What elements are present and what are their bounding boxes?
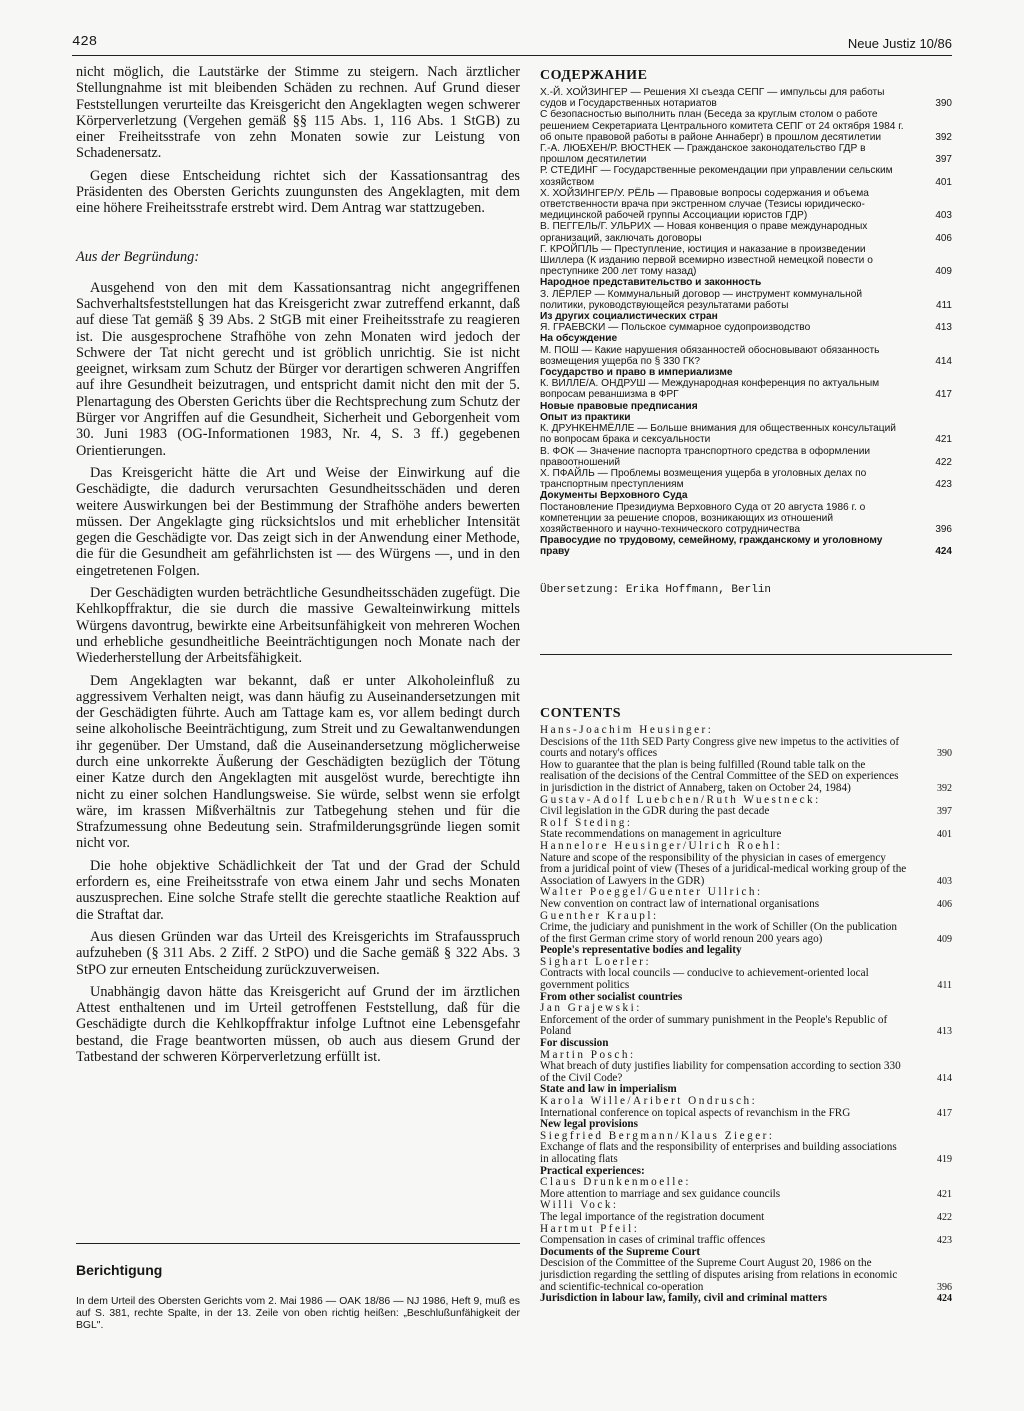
toc-page-number: 424 (935, 546, 952, 558)
toc-author: Hartmut Pfeil: (540, 1222, 640, 1235)
toc-entry-text: Народное представительство и законность (540, 277, 762, 289)
toc-page-number: 401 (937, 829, 952, 841)
toc-section-heading (540, 1293, 952, 1305)
toc-entry-text: Новые правовые предписания (540, 400, 698, 412)
article-paragraph: Die hohe objektive Schädlichkeit der Tat und der Grad der Schuld erfordern es, eine Freiheitsstrafe von etwa einem Jahr und sechs Monaten auszusprechen. Eine solche Strafe stellt die gerechte staatliche Reaktion auf die Straftat dar. (76, 857, 520, 923)
article-paragraph: Der Geschädigten wurden beträchtliche Gesundheitsschäden zugefügt. Die Kehlkopffraktur, die sie durch die massive Gewalteinwirkung mittels Würgens davontrug, bewirkte eine Arbeitsunfähigkeit von mehreren Wochen und erhebliche gesundheitliche Beeinträchtigungen noch Monate nach der Wiederherstellung der Arbeitsfähigkeit. (76, 585, 520, 667)
toc-entry-text: З. ЛЁРЛЕР — Коммунальный договор — инструмент коммунальной политики, руководствующейся результатами работы (540, 288, 863, 311)
toc-section-heading (540, 490, 952, 501)
toc-entry (540, 968, 952, 991)
toc-entry-text: Crime, the judiciary and punishment in the work of Schiller (On the publication of the first German crime story of world renoun 200 years ago) (540, 921, 897, 945)
toc-entry (540, 502, 952, 536)
toc-page-number: 421 (937, 1188, 952, 1200)
toc-section-heading (540, 311, 952, 322)
toc-author: Sighart Loerler: (540, 955, 652, 968)
toc-author: Gustav-Adolf Luebchen/Ruth Wuestneck: (540, 793, 821, 806)
toc-entry (540, 1061, 952, 1084)
toc-page-number: 411 (936, 299, 952, 311)
toc-english (540, 706, 952, 1305)
toc-entry-text: К. ВИЛЛЕ/А. ОНДРУШ — Международная конференция по актуальным вопросам реваншизма в ФРГ (540, 378, 880, 401)
toc-page-number: 396 (937, 1281, 952, 1293)
toc-entry-text: Compensation in cases of criminal traffic offences (540, 1234, 766, 1247)
toc-author: Karola Wille/Aribert Ondrusch: (540, 1095, 758, 1107)
toc-entry-text: How to guarantee that the plan is being fulfilled (Round table talk on the realisation of the decisions of the Central Committee of the SED on experiences in jurisdiction in the district of Annaberg, taken on October 24, 1984) (540, 758, 899, 794)
toc-entry-text: Из других социалистических стран (540, 311, 718, 323)
toc-page-number: 401 (935, 176, 952, 188)
toc-entry-text: Descision of the Committee of the Supreme Court August 20, 1986 on the jurisdiction regarding the settling of disputes arising from relations in economic and scientific-technical co-operation (540, 1257, 898, 1293)
toc-entry (540, 289, 952, 311)
toc-entry (540, 109, 952, 143)
toc-entry-text: Правосудие по трудовому, семейному, гражданскому и уголовному праву (540, 535, 883, 558)
toc-divider (540, 654, 952, 655)
toc-author: Hannelore Heusinger/Ulrich Roehl: (540, 839, 783, 852)
toc-entry (540, 760, 952, 795)
toc-entry-text: Г. КРОЙПЛЬ — Преступление, юстиция и наказание в произведении Шиллера (К изданию первой всемирно известной немецкой повести о преступнике 200 лет тому назад) (540, 243, 873, 278)
article-paragraph: nicht möglich, die Lautstärke der Stimme zu steigern. Nach ärztlicher Stellungnahme ist mit bleibenden Schäden zu rechnen. Auf Grund dieser Feststellungen verurteilte das Kreisgericht den Angeklagten wegen schwerer Körperverletzung (Vergehen gemäß §§ 115 Abs. 1, 116 Abs. 1 StGB) zu einer Freiheitsstrafe von zehn Monaten sowie zur Leistung von Schadenersatz. (76, 64, 520, 162)
toc-entry-text: Опыт из практики (540, 411, 631, 423)
toc-entry-text: Exchange of flats and the responsibility of enterprises and building associations in allocating flats (540, 1141, 897, 1165)
toc-russian (540, 68, 952, 558)
toc-section-text: Jurisdiction in labour law, family, civil and criminal matters (540, 1292, 827, 1305)
article-paragraph: Das Kreisgericht hätte die Art und Weise der Einwirkung auf die Geschädigte, die dadurch verursachten Gesundheitsschäden und deren weitere Auswirkungen bei der Bestimmung der Strafhöhe anders bewerten müssen. Der Angeklagte ging rücksichtslos und mit erheblicher Intensität gegen die Geschädigte vor. Das zeigt sich in der Anwendung einer Methode, die für die Gesundheit am gefährlichsten ist — des Würgens —, und in den eingetretenen Folgen. (76, 464, 520, 579)
toc-author: Willi Vock: (540, 1199, 619, 1212)
toc-page-number: 422 (935, 456, 952, 468)
toc-entry-text: Р. СТЕДИНГ — Государственные рекомендации при управлении сельским хозяйством (540, 165, 893, 188)
toc-entry (540, 423, 952, 445)
toc-entry (540, 378, 952, 400)
toc-entry (540, 1258, 952, 1293)
journal-issue: Neue Justiz 10/86 (847, 36, 952, 51)
toc-entry (540, 806, 952, 818)
toc-entry-text: Descisions of the 11th SED Party Congress give new impetus to the activities of courts and notary's offices (540, 735, 900, 760)
berichtigung-text: In dem Urteil des Obersten Gerichts vom 2. Mai 1986 — OAK 18/86 — NJ 1986, Heft 9, muß es auf S. 381, rechte Spalte, in der 13. Zeile von oben richtig heißen: „Beschlußunfähigkeit der BGL". (76, 1296, 520, 1332)
toc-section-heading (540, 412, 952, 423)
berichtigung-heading: Berichtigung (76, 1262, 163, 1278)
toc-entry (540, 87, 952, 109)
article-paragraph: Unabhängig davon hätte das Kreisgericht auf Grund der im ärztlichen Attest enthaltenen und im Urteil getroffenen Feststellung, daß für die Geschädigte durch die Kehlkopffraktur infolge Luftnot eine Lebensgefahr bestand, die Frage beantworten müssen, ob auch aus diesem Grund der Tatbestand der schweren Körperverletzung erfüllt ist. (76, 983, 520, 1066)
toc-entry (540, 244, 952, 278)
toc-entry (540, 737, 952, 760)
toc-entry-text: Я. ГРАЕВСКИ — Польское суммарное судопроизводство (540, 322, 811, 334)
toc-english-title: CONTENTS (540, 706, 622, 721)
toc-entry (540, 188, 952, 222)
toc-page-number: 390 (935, 98, 952, 110)
toc-entry-text: М. ПОШ — Какие нарушения обязанностей обосновывают обязанность возмещения ущерба по § 330 ГК? (540, 344, 880, 367)
toc-entry-text: Х. ХОЙЗИНГЕР/У. РЁЛЬ — Правовые вопросы содержания и объема ответственности врача при экстренном случае (Тезисы юридическо-медицинской рабочей группы Ассоциации юристов ГДР) (540, 187, 869, 222)
toc-entry-text: Документы Верховного Суда (540, 490, 688, 502)
toc-entry (540, 899, 952, 911)
toc-page-number: 397 (937, 806, 952, 818)
toc-section-text: People's representative bodies and legality (540, 944, 742, 957)
toc-section-heading (540, 367, 952, 378)
toc-entry (540, 922, 952, 945)
toc-page-number: 406 (937, 898, 952, 910)
toc-page-number: 424 (937, 1293, 952, 1305)
toc-section-heading (540, 1038, 952, 1050)
toc-page-number: 417 (937, 1107, 952, 1119)
toc-entry (540, 1142, 952, 1165)
toc-russian-list (540, 87, 952, 558)
toc-entry-text: В. ФОК — Значение паспорта транспортного средства в оформлении правоотношений (540, 445, 871, 468)
toc-entry-text: Contracts with local councils — conducive to achievement-oriented local government politics (540, 967, 869, 992)
toc-section-text: State and law in imperialism (540, 1083, 677, 1096)
toc-page-number: 419 (937, 1153, 952, 1165)
toc-entry-text: New convention on contract law of international organisations (540, 897, 820, 910)
toc-author: Walter Poeggel/Guenter Ullrich: (540, 886, 763, 899)
toc-section-text: For discussion (540, 1037, 609, 1050)
toc-section-heading (540, 401, 952, 412)
toc-entry-text: More attention to marriage and sex guidance councils (540, 1187, 781, 1200)
toc-author: Martin Posch: (540, 1048, 636, 1061)
article-paragraph: Aus diesen Gründen war das Urteil des Kreisgerichts im Strafausspruch aufzuheben (§ 311 Abs. 2 Ziff. 2 StPO) und die Sache gemäß § 322 Abs. 3 StPO zur erneuten Entscheidung zurückzuverweisen. (76, 928, 520, 978)
page-number: 428 (72, 34, 98, 50)
toc-entry (540, 853, 952, 888)
toc-page-number: 397 (935, 154, 952, 166)
toc-page-number: 403 (935, 210, 952, 222)
toc-page-number: 406 (935, 232, 952, 244)
toc-entry-text: Х.-Й. ХОЙЗИНГЕР — Решения XI съезда СЕПГ — импульсы для работы судов и Государственных нотариатов (540, 87, 885, 110)
toc-section-text: Documents of the Supreme Court (540, 1245, 701, 1258)
toc-author: Hans-Joachim Heusinger: (540, 724, 714, 736)
toc-entry-text: Enforcement of the order of summary punishment in the People's Republic of Poland (540, 1013, 888, 1038)
toc-page-number: 414 (935, 355, 952, 367)
toc-entry-text: International conference on topical aspects of revanchism in the FRG (540, 1106, 851, 1119)
toc-page-number: 422 (937, 1211, 952, 1223)
toc-author: Rolf Steding: (540, 816, 633, 829)
toc-entry-text: Civil legislation in the GDR during the past decade (540, 805, 770, 818)
toc-section-heading (540, 535, 952, 557)
reason-heading: Aus der Begründung: (76, 248, 200, 265)
toc-section-text: New legal provisions (540, 1118, 638, 1131)
toc-author: Guenther Kraupl: (540, 909, 659, 922)
toc-page-number: 411 (937, 980, 952, 992)
toc-entry (540, 1015, 952, 1038)
toc-entry-text: К. ДРУНКЕНМЁЛЛЕ — Больше внимания для общественных консультаций по вопросам брака и сексуальности (540, 423, 896, 446)
toc-entry-text: В. ПЕГГЕЛЬ/Г. УЛЬРИХ — Новая конвенция о праве международных организаций, заключать договоры (540, 221, 868, 244)
toc-entry (540, 446, 952, 468)
toc-entry (540, 1212, 952, 1224)
toc-page-number: 409 (935, 266, 952, 278)
toc-page-number: 414 (937, 1072, 952, 1084)
toc-page-number: 423 (937, 1235, 952, 1247)
toc-entry (540, 345, 952, 367)
toc-entry-text: Государство и право в империализме (540, 367, 733, 379)
translator-credit: Übersetzung: Erika Hoffmann, Berlin (540, 584, 772, 596)
toc-page-number: 392 (937, 782, 952, 794)
toc-english-list (540, 725, 952, 1305)
toc-page-number: 421 (935, 434, 952, 446)
toc-page-number: 403 (937, 875, 952, 887)
toc-page-number: 413 (937, 1026, 952, 1038)
toc-page-number: 423 (935, 479, 952, 491)
toc-page-number: 413 (935, 322, 952, 334)
toc-entry (540, 165, 952, 187)
toc-section-heading (540, 333, 952, 344)
toc-page-number: 396 (935, 523, 952, 535)
toc-entry-text: Г.-А. ЛЮБХЕН/Р. ВЮСТНЕК — Гражданское законодательство ГДР в прошлом десятилетии (540, 143, 866, 166)
toc-entry-text: На обсуждение (540, 333, 618, 345)
toc-entry (540, 143, 952, 165)
article-paragraph: Gegen diese Entscheidung richtet sich der Kassationsantrag des Präsidenten des Obersten Gerichts zuungunsten des Angeklagten, mit dem eine höhere Freiheitsstrafe erstrebt wird. Dem Antrag war stattzugeben. (76, 167, 520, 217)
toc-entry-text: State recommendations on management in agriculture (540, 828, 782, 841)
header-rule (72, 55, 952, 56)
toc-entry (540, 221, 952, 243)
toc-entry-text: Nature and scope of the responsibility of the physician in cases of emergency from a juridical point of view (Theses of a juridical-medical working group of the Association of Lawyers in the GDR) (540, 851, 907, 887)
toc-page-number: 417 (935, 389, 952, 401)
toc-russian-title: СОДЕРЖАНИЕ (540, 68, 648, 83)
article-paragraph: Dem Angeklagten war bekannt, daß er unter Alkoholeinfluß zu aggressivem Verhalten neigt, was dann häufig zu Auseinandersetzungen mit der Geschädigten führte. Auch am Tattage kam es, vor allem bedingt durch seine alkoholische Beeinträchtigung, zum Streit und zu Gewaltanwendungen ihr gegenüber. Der Umstand, daß die Auseinandersetzung möglicherweise durch eine unkorrekte Äußerung der Geschädigten bezüglich der Tötung einer Katze durch den Angeklagten mit ausgelöst wurde, berechtigte ihn nicht zu einer solchen Handlungsweise. Sie würde, selbst wenn sie erfolgt wäre, im krassen Mißverhältnis zur Tatbegehung stehen und für die Strafzumessung ohne Bedeutung sein. Strafmilderungsgründe liegen somit nicht vor. (76, 672, 520, 852)
toc-section-heading (540, 277, 952, 288)
berichtigung-rule (76, 1243, 520, 1244)
toc-page-number: 390 (937, 748, 952, 760)
article-column (76, 64, 520, 1071)
toc-entry-text: What breach of duty justifies liability for compensation according to section 330 of the Civil Code? (540, 1060, 901, 1084)
toc-entry (540, 322, 952, 333)
article-paragraph: Ausgehend von den mit dem Kassationsantrag nicht angegriffenen Sachverhaltsfeststellungen hat das Kreisgericht zwar zutreffend erkannt, daß auf diese Tat gemäß § 39 Abs. 2 StGB mit einer Freiheitsstrafe zu reagieren ist. Die ausgesprochene Strafhöhe von zehn Monaten wird jedoch der Schwere der Tat nicht gerecht und ist gröblich unrichtig. Sie ist nicht geeignet, wirksam zum Schutz der Bürger vor derartigen schweren Angriffen auf ihre Gesundheit beizutragen, und entspricht damit nicht den mit der 5. Plenartagung des Obersten Gerichts über die Rechtsprechung zum Schutz der Bürger vor Angriffen auf die Gesundheit, Sicherheit und Geborgenheit vom 30. Juni 1983 (OG-Informationen 1983, Nr. 4, S. 3 ff.) gegebenen Orientierungen. (76, 279, 520, 459)
toc-entry-text: Постановление Президиума Верховного Суда от 20 августа 1986 г. о компетенции за решение споров, возникающих из отношений хозяйственного и научно-технического сотрудничества (540, 501, 866, 535)
toc-entry-text: The legal importance of the registration document (540, 1210, 765, 1223)
toc-entry (540, 468, 952, 490)
toc-page-number: 409 (937, 933, 952, 945)
toc-section-text: Practical experiences: (540, 1164, 645, 1177)
toc-entry-text: Х. ПФАЙЛЬ — Проблемы возмещения ущерба в уголовных делах по транспортным преступлениям (540, 467, 867, 491)
toc-entry-text: С безопасностью выполнить план (Беседа за круглым столом о работе решением Секретариата Центрального комитета СЕПГ от 24 октября 1984 г. об опыте правовой работы в районе Аннаберг) в прошлом десятилетии (540, 109, 904, 143)
toc-author: Siegfried Bergmann/Klaus Zieger: (540, 1129, 775, 1142)
toc-author: Jan Grajewski: (540, 1002, 642, 1015)
toc-section-text: From other socialist countries (540, 990, 683, 1003)
toc-page-number: 392 (935, 131, 952, 143)
toc-author: Claus Drunkenmoelle: (540, 1176, 691, 1189)
